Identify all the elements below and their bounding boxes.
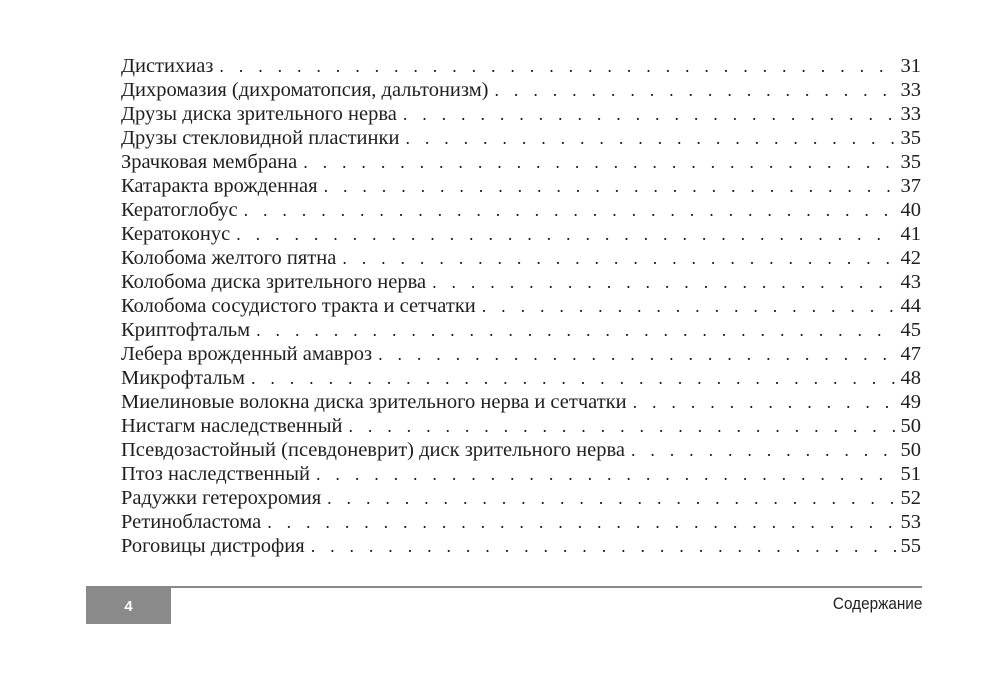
dot-leader <box>633 390 897 414</box>
toc-entry-page: 35 <box>900 127 921 149</box>
toc-entry-title: Нистагм наследственный <box>121 415 343 437</box>
dot-leader <box>482 294 897 318</box>
toc-entry-page: 42 <box>900 247 921 269</box>
toc-entry-title: Криптофтальм <box>121 319 251 341</box>
page-number-box <box>86 588 171 624</box>
table-of-contents <box>121 54 921 558</box>
toc-entry <box>121 318 921 342</box>
toc-entry-page: 33 <box>900 103 921 125</box>
toc-entry <box>121 174 921 198</box>
toc-entry <box>121 246 921 270</box>
dot-leader <box>348 414 896 438</box>
toc-entry-title: Кератоконус <box>121 223 231 245</box>
toc-entry-page: 45 <box>900 319 921 341</box>
dot-leader <box>432 270 896 294</box>
dot-leader <box>316 462 896 486</box>
toc-entry <box>121 414 921 438</box>
dot-leader <box>267 510 896 534</box>
toc-entry-page: 40 <box>900 199 921 221</box>
dot-leader <box>405 126 896 150</box>
toc-entry <box>121 78 921 102</box>
dot-leader <box>327 486 896 510</box>
toc-entry <box>121 462 921 486</box>
dot-leader <box>378 342 896 366</box>
toc-entry-title: Псевдозастойный (псевдоневрит) диск зрительного нерва <box>121 439 625 461</box>
dot-leader <box>631 438 897 462</box>
dot-leader <box>495 78 897 102</box>
toc-entry-page: 55 <box>900 535 921 557</box>
toc-entry <box>121 54 921 78</box>
toc-entry-title: Роговицы дистрофия <box>121 535 305 557</box>
toc-entry <box>121 294 921 318</box>
toc-entry <box>121 510 921 534</box>
toc-entry-title: Дистихиаз <box>121 55 214 77</box>
toc-entry-title: Друзы стекловидной пластинки <box>121 127 400 149</box>
running-footer-title: Содержание <box>832 594 922 613</box>
toc-entry-page: 33 <box>900 79 921 101</box>
toc-entry <box>121 486 921 510</box>
toc-entry-title: Лебера врожденный амавроз <box>121 343 373 365</box>
toc-entry-page: 37 <box>900 175 921 197</box>
toc-entry-title: Друзы диска зрительного нерва <box>121 103 397 125</box>
toc-entry-page: 53 <box>900 511 921 533</box>
toc-entry-page: 35 <box>900 151 921 173</box>
toc-entry-title: Катаракта врожденная <box>121 175 318 197</box>
toc-entry-title: Микрофтальм <box>121 367 245 389</box>
dot-leader <box>342 246 896 270</box>
toc-entry <box>121 438 921 462</box>
toc-entry-page: 52 <box>900 487 921 509</box>
toc-entry-page: 31 <box>900 55 921 77</box>
toc-entry-title: Колобома диска зрительного нерва <box>121 271 427 293</box>
toc-entry-page: 50 <box>900 439 921 461</box>
toc-entry-page: 43 <box>900 271 921 293</box>
toc-entry-title: Кератоглобус <box>121 199 238 221</box>
dot-leader <box>256 318 896 342</box>
toc-entry-title: Зрачковая мембрана <box>121 151 298 173</box>
dot-leader <box>403 102 897 126</box>
page-number: 4 <box>124 597 133 615</box>
toc-entry-title: Дихромазия (дихроматопсия, дальтонизм) <box>121 79 489 101</box>
toc-entry-page: 47 <box>900 343 921 365</box>
toc-entry-page: 49 <box>900 391 921 413</box>
toc-entry <box>121 534 921 558</box>
toc-entry <box>121 270 921 294</box>
toc-entry-title: Радужки гетерохромия <box>121 487 322 509</box>
dot-leader <box>251 366 897 390</box>
toc-entry-title: Колобома желтого пятна <box>121 247 337 269</box>
toc-entry-page: 51 <box>900 463 921 485</box>
toc-entry-page: 48 <box>900 367 921 389</box>
footer-rule <box>86 586 922 588</box>
toc-entry-title: Миелиновые волокна диска зрительного нерва и сетчатки <box>121 391 627 413</box>
toc-entry-title: Ретинобластома <box>121 511 262 533</box>
toc-entry-page: 50 <box>900 415 921 437</box>
dot-leader <box>311 534 897 558</box>
toc-entry-page: 41 <box>900 223 921 245</box>
dot-leader <box>244 198 897 222</box>
toc-entry <box>121 366 921 390</box>
toc-entry <box>121 150 921 174</box>
dot-leader <box>219 54 896 78</box>
toc-entry <box>121 390 921 414</box>
dot-leader <box>303 150 896 174</box>
toc-entry-page: 44 <box>900 295 921 317</box>
dot-leader <box>324 174 897 198</box>
toc-entry <box>121 342 921 366</box>
toc-entry-title: Колобома сосудистого тракта и сетчатки <box>121 295 476 317</box>
toc-entry <box>121 102 921 126</box>
toc-entry-title: Птоз наследственный <box>121 463 311 485</box>
dot-leader <box>236 222 896 246</box>
toc-entry <box>121 126 921 150</box>
toc-entry <box>121 198 921 222</box>
toc-entry <box>121 222 921 246</box>
